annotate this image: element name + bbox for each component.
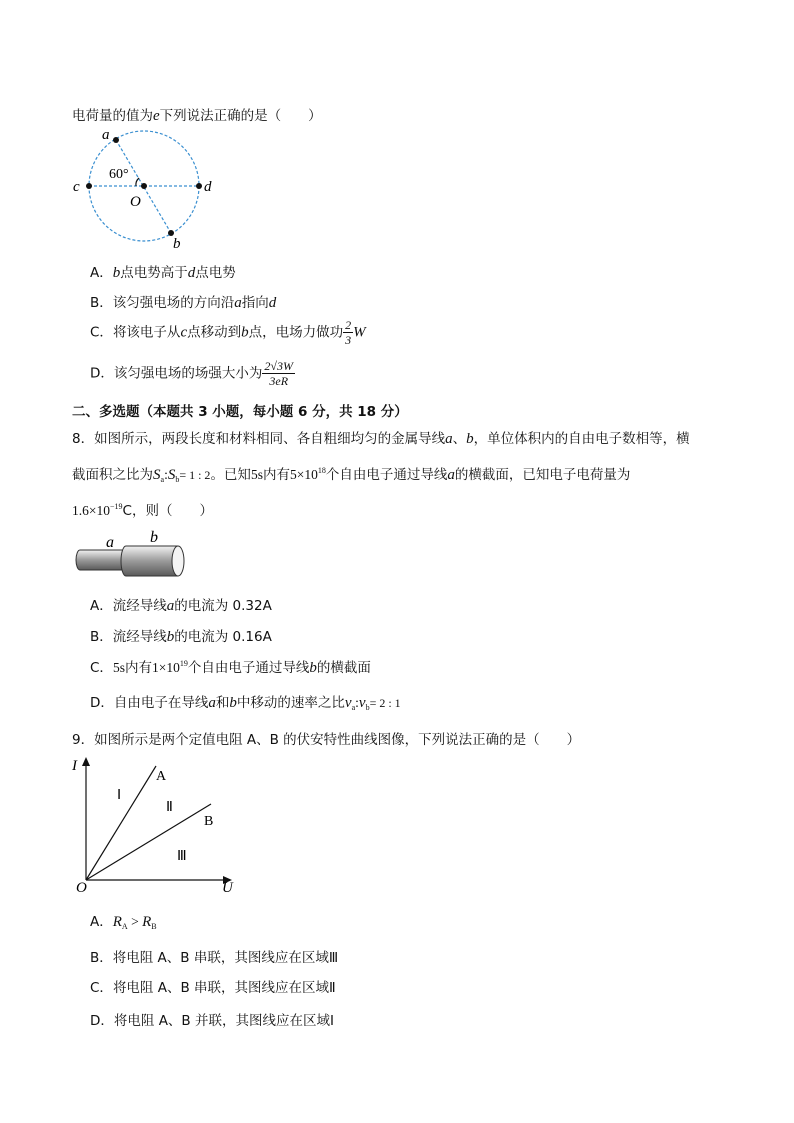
q8-wire-figure — [70, 526, 195, 582]
label-a: a — [102, 127, 110, 143]
q9-option-d[interactable]: D．将电阻 A、B 并联，其图线应在区域Ⅰ — [90, 1013, 334, 1029]
line-A — [86, 766, 156, 880]
axis-label-I: I — [72, 758, 77, 774]
q9-stem: 9．如图所示是两个定值电阻 A、B 的伏安特性曲线图像，下列说法正确的是（ ） — [72, 732, 581, 748]
wire-label-b: b — [150, 529, 158, 546]
region-label-2: Ⅱ — [166, 800, 173, 815]
label-c: c — [73, 179, 80, 195]
label-O: O — [130, 194, 141, 210]
thin-wire-a — [76, 550, 126, 570]
region-label-1: Ⅰ — [117, 788, 122, 803]
q8-option-d[interactable]: D．自由电子在导线a和b中移动的速率之比$v_a:v_b= 2$ : 1 — [90, 695, 401, 712]
thick-wire-b — [121, 546, 178, 576]
label-b: b — [173, 236, 181, 252]
q9-iu-graph — [70, 752, 245, 897]
angle-arc — [136, 178, 139, 186]
point-c — [86, 183, 92, 189]
label-d: d — [204, 179, 212, 195]
line-label-A: A — [156, 769, 167, 784]
q9-option-c[interactable]: C．将电阻 A、B 串联，其图线应在区域Ⅱ — [90, 980, 336, 996]
section-title: 二、多选题（本题共 3 小题，每小题 6 分，共 18 分） — [72, 404, 408, 420]
q7-option-d[interactable]: D．该匀强电场的场强大小为 $\frac{2√3W}{3eR}$ — [90, 359, 293, 388]
line-label-B: B — [204, 814, 214, 829]
point-O — [141, 183, 147, 189]
fraction-field-strength: $\frac{2√3W}{3eR}$ — [264, 359, 293, 388]
q9-option-a[interactable]: A．$R_A > R_B$ — [90, 914, 157, 931]
region-label-3: Ⅲ — [177, 849, 187, 864]
q9-option-b[interactable]: B．将电阻 A、B 串联，其图线应在区域Ⅲ — [90, 950, 339, 966]
q8-option-a[interactable]: A．流经导线a的电流为 0.32A — [90, 598, 272, 614]
q7-option-c[interactable]: C．将该电子从c点移动到b点，电场力做功 $\frac{2}{3}$ W — [90, 318, 366, 347]
origin-label: O — [76, 880, 87, 896]
axis-label-U: U — [222, 880, 233, 896]
q8-stem-line3: $1.6\times 10^{-19}C$，则（ ） — [72, 502, 213, 519]
q7-option-b[interactable]: B．该匀强电场的方向沿a指向d — [90, 295, 277, 311]
q7-circle-figure — [70, 126, 230, 252]
q7-option-a[interactable]: A．b点电势高于d点电势 — [90, 265, 236, 281]
q8-option-b[interactable]: B．流经导线b的电流为 0.16A — [90, 629, 272, 645]
q8-stem-line2: 截面积之比为$S_a:S_b= 1$ : 2。已知5s内有$5\times 10^{18}$个自由电子通过导线a的横截面，已知电子电荷量为 — [72, 466, 631, 484]
line-B — [86, 804, 214, 880]
point-d — [196, 183, 202, 189]
q8-stem-line1: 8．如图所示，两段长度和材料相同、各自粗细均匀的金属导线a、b，单位体积内的自由电子数相等，横 — [72, 431, 690, 447]
fraction-two-thirds: $\frac{2}{3}$ — [345, 318, 352, 347]
label-angle: 60° — [109, 167, 129, 182]
wire-label-a: a — [106, 534, 114, 551]
q8-option-c[interactable]: C．5s内有$1\times 10^{19}$个自由电子通过导线b的横截面 — [90, 659, 371, 676]
i-axis-arrow — [82, 757, 90, 766]
q7-stem: 电荷量的值为e下列说法正确的是（ ） — [72, 108, 322, 124]
point-a — [113, 137, 119, 143]
wire-b-end-face — [172, 546, 184, 576]
